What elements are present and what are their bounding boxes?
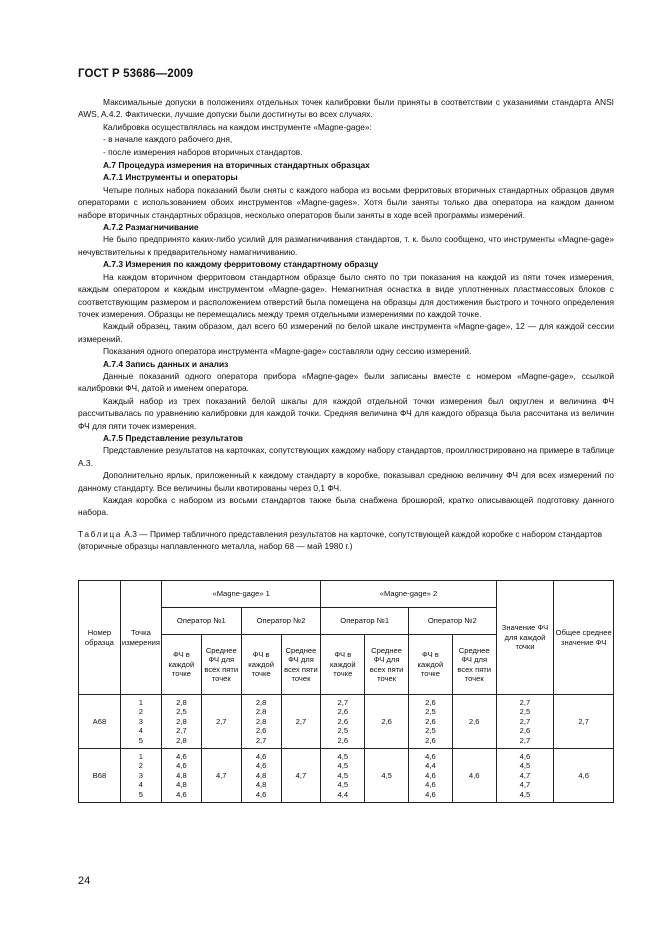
header-g2o1-point: ФЧ в каждой точке bbox=[321, 635, 365, 695]
cell-sample: А68 bbox=[79, 695, 121, 749]
header-sample-number: Номер образца bbox=[79, 581, 121, 695]
header-g1o2-point: ФЧ в каждой точке bbox=[241, 635, 281, 695]
paragraph-results-cards: Представление результатов на карточках, сопутствующих каждому набору стандартов, проиллюстрировано на примере в таблице А.3. bbox=[78, 445, 614, 468]
table-caption-word: Таблица bbox=[78, 528, 123, 539]
cell-g2o2-mean: 2,6 bbox=[452, 695, 496, 749]
table-caption-text: А.3 — Пример табличного представления результатов на карточке, сопутствующей каждой коробке с набором стандартов (вторичные образцы наплавленного металла, набор 68 — май 1980 г.) bbox=[78, 528, 603, 552]
heading-a7-1: А.7.1 Инструменты и операторы bbox=[103, 172, 238, 183]
header-gage-1: «Magne-gage» 1 bbox=[162, 581, 321, 608]
cell-g1o2-values: 4,6 4,6 4,8 4,8 4,6 bbox=[241, 749, 281, 803]
cell-g1o1-values: 2,8 2,5 2,8 2,7 2,8 bbox=[162, 695, 202, 749]
header-gage1-operator1: Оператор №1 bbox=[162, 608, 242, 635]
cell-overall: 4,6 bbox=[554, 749, 614, 803]
header-gage2-operator2: Оператор №2 bbox=[409, 608, 497, 635]
page-number: 24 bbox=[78, 875, 91, 887]
cell-g2o1-values: 2,7 2,6 2,6 2,5 2,6 bbox=[321, 695, 365, 749]
heading-a7-5: А.7.5 Представление результатов bbox=[103, 432, 243, 443]
header-gage2-operator1: Оператор №1 bbox=[321, 608, 409, 635]
header-g2o2-mean: Среднее ФЧ для всех пяти точек bbox=[452, 635, 496, 695]
paragraph-session: Показания одного оператора инструмента «Magne-gage» составляли одну сессию измерений. bbox=[103, 346, 472, 357]
cell-g1o2-mean: 4,7 bbox=[281, 749, 321, 803]
paragraph-data-recording: Данные показаний одного оператора прибора «Magne-gage» были записаны вместе с номером «Magne-gage», ссылкой калибровки ФЧ, датой и именем оператора. bbox=[78, 370, 614, 394]
header-gage1-operator2: Оператор №2 bbox=[241, 608, 321, 635]
document-header: ГОСТ Р 53686—2009 bbox=[78, 68, 194, 80]
cell-point-values: 4,6 4,5 4,7 4,7 4,5 bbox=[496, 749, 554, 803]
paragraph-instruments-operators: Четыре полных набора показаний были сняты с каждого набора из восьми ферритовых вторичных стандартных образцов двумя операторами с использованием обоих инструментов «Magne-gages». Хотя были заняты только два оператора на каждом данном наборе вторичных стандартных образцов, несколько операторов были заняты в ходе всей программы измерений. bbox=[78, 184, 614, 220]
paragraph-demagnetization: Не было предпринято каких-либо усилий для размагничивания стандартов, т. к. было сообщено, что инструменты «Magne-gage» нечувствительны к предварительному намагничиванию. bbox=[78, 234, 614, 257]
cell-g2o1-values: 4,5 4,5 4,5 4,5 4,4 bbox=[321, 749, 365, 803]
heading-a7-3: А.7.3 Измерения по каждому ферритовому стандартному образцу bbox=[103, 259, 379, 270]
paragraph-sixty-measurements: Каждый образец, таким образом, дал всего 60 измерений по белой шкале инструмента «Magne-gage», 12 — для каждой сессии измерений. bbox=[78, 321, 614, 344]
heading-a7-2: А.7.2 Размагничивание bbox=[103, 222, 199, 233]
list-item-start-of-day: - в начале каждого рабочего дня, bbox=[103, 134, 233, 145]
cell-point-values: 2,7 2,5 2,7 2,6 2,7 bbox=[496, 695, 554, 749]
cell-g2o1-mean: 4,5 bbox=[365, 749, 409, 803]
cell-g2o2-values: 4,6 4,4 4,6 4,6 4,6 bbox=[409, 749, 453, 803]
cell-g1o1-mean: 2,7 bbox=[201, 695, 241, 749]
cell-overall: 2,7 bbox=[554, 695, 614, 749]
heading-a7-4: А.7.4 Запись данных и анализ bbox=[103, 358, 229, 369]
document-body bbox=[78, 96, 614, 553]
cell-g1o2-mean: 2,7 bbox=[281, 695, 321, 749]
header-g2o2-point: ФЧ в каждой точке bbox=[409, 635, 453, 695]
cell-g2o2-values: 2,6 2,5 2,6 2,5 2,6 bbox=[409, 695, 453, 749]
header-g2o1-mean: Среднее ФЧ для всех пяти точек bbox=[365, 635, 409, 695]
paragraph-ferrite-measurements: На каждом вторичном ферритовом стандартном образце было снято по три показания на каждой из пяти точек измерения, каждым оператором и каждым инструментом «Magne-gage». Немагнитная оснастка в виде уплотненных пластмассовых блоков с соответствующим размером и расположением отверстий была помещена на образцы для достижения быстрого и точного определения точек измерения. Образцы не перемещались между тремя отдельными измерениями по каждой точке. bbox=[78, 271, 614, 319]
heading-a7: А.7 Процедура измерения на вторичных стандартных образцах bbox=[103, 160, 370, 171]
table-row bbox=[79, 695, 614, 749]
cell-points: 1 2 3 4 5 bbox=[120, 695, 161, 749]
header-g1o2-mean: Среднее ФЧ для всех пяти точек bbox=[281, 635, 321, 695]
header-g1o1-point: ФЧ в каждой точке bbox=[162, 635, 202, 695]
header-measure-point: Точка измерения bbox=[120, 581, 161, 695]
header-point-value: Значение ФЧ для каждой точки bbox=[496, 581, 554, 695]
cell-g2o1-mean: 2,6 bbox=[365, 695, 409, 749]
paragraph-calibration-intro: Калибровка осуществлялась на каждом инструменте «Magne-gage»: bbox=[103, 121, 372, 132]
header-overall-mean: Общее среднее значение ФЧ bbox=[554, 581, 614, 695]
cell-g1o1-mean: 4,7 bbox=[201, 749, 241, 803]
cell-g1o1-values: 4,6 4,6 4,8 4,8 4,6 bbox=[162, 749, 202, 803]
cell-g2o2-mean: 4,6 bbox=[452, 749, 496, 803]
header-gage-2: «Magne-gage» 2 bbox=[321, 581, 496, 608]
results-table bbox=[78, 580, 614, 803]
paragraph-calibration-tolerances: Максимальные допуски в положениях отдельных точек калибровки были приняты в соответствии с указаниями стандарта ANSI AWS, A.4.2. Фактически, лучшие допуски были достигнуты во всех случаях. bbox=[78, 97, 614, 120]
paragraph-label: Дополнительно ярлык, приложенный к каждому стандарту в коробке, показывал среднюю величину ФЧ для всех измерений по данному стандарту. Все величины были квотированы через 0,1 ФЧ. bbox=[78, 470, 614, 493]
table-caption bbox=[78, 528, 614, 553]
cell-points: 1 2 3 4 5 bbox=[120, 749, 161, 803]
list-item-after-measure: - после измерения наборов вторичных стандартов. bbox=[103, 146, 303, 157]
table-row bbox=[79, 749, 614, 803]
cell-g1o2-values: 2,8 2,8 2,8 2,6 2,7 bbox=[241, 695, 281, 749]
paragraph-rounding: Каждый набор из трех показаний белой шкалы для каждой отдельной точки измерения был округлен и величина ФЧ рассчитывалась по уравнению калибровки для каждой точки. Средняя величина ФЧ для каждого образца была рассчитана из величин ФЧ для пяти точек измерения. bbox=[78, 395, 614, 431]
table-header-row-1 bbox=[79, 581, 614, 608]
cell-sample: В68 bbox=[79, 749, 121, 803]
header-g1o1-mean: Среднее ФЧ для всех пяти точек bbox=[201, 635, 241, 695]
paragraph-brochure: Каждая коробка с набором из восьми стандартов также была снабжена брошюрой, кратко описывающей подготовку данного набора. bbox=[78, 495, 614, 518]
